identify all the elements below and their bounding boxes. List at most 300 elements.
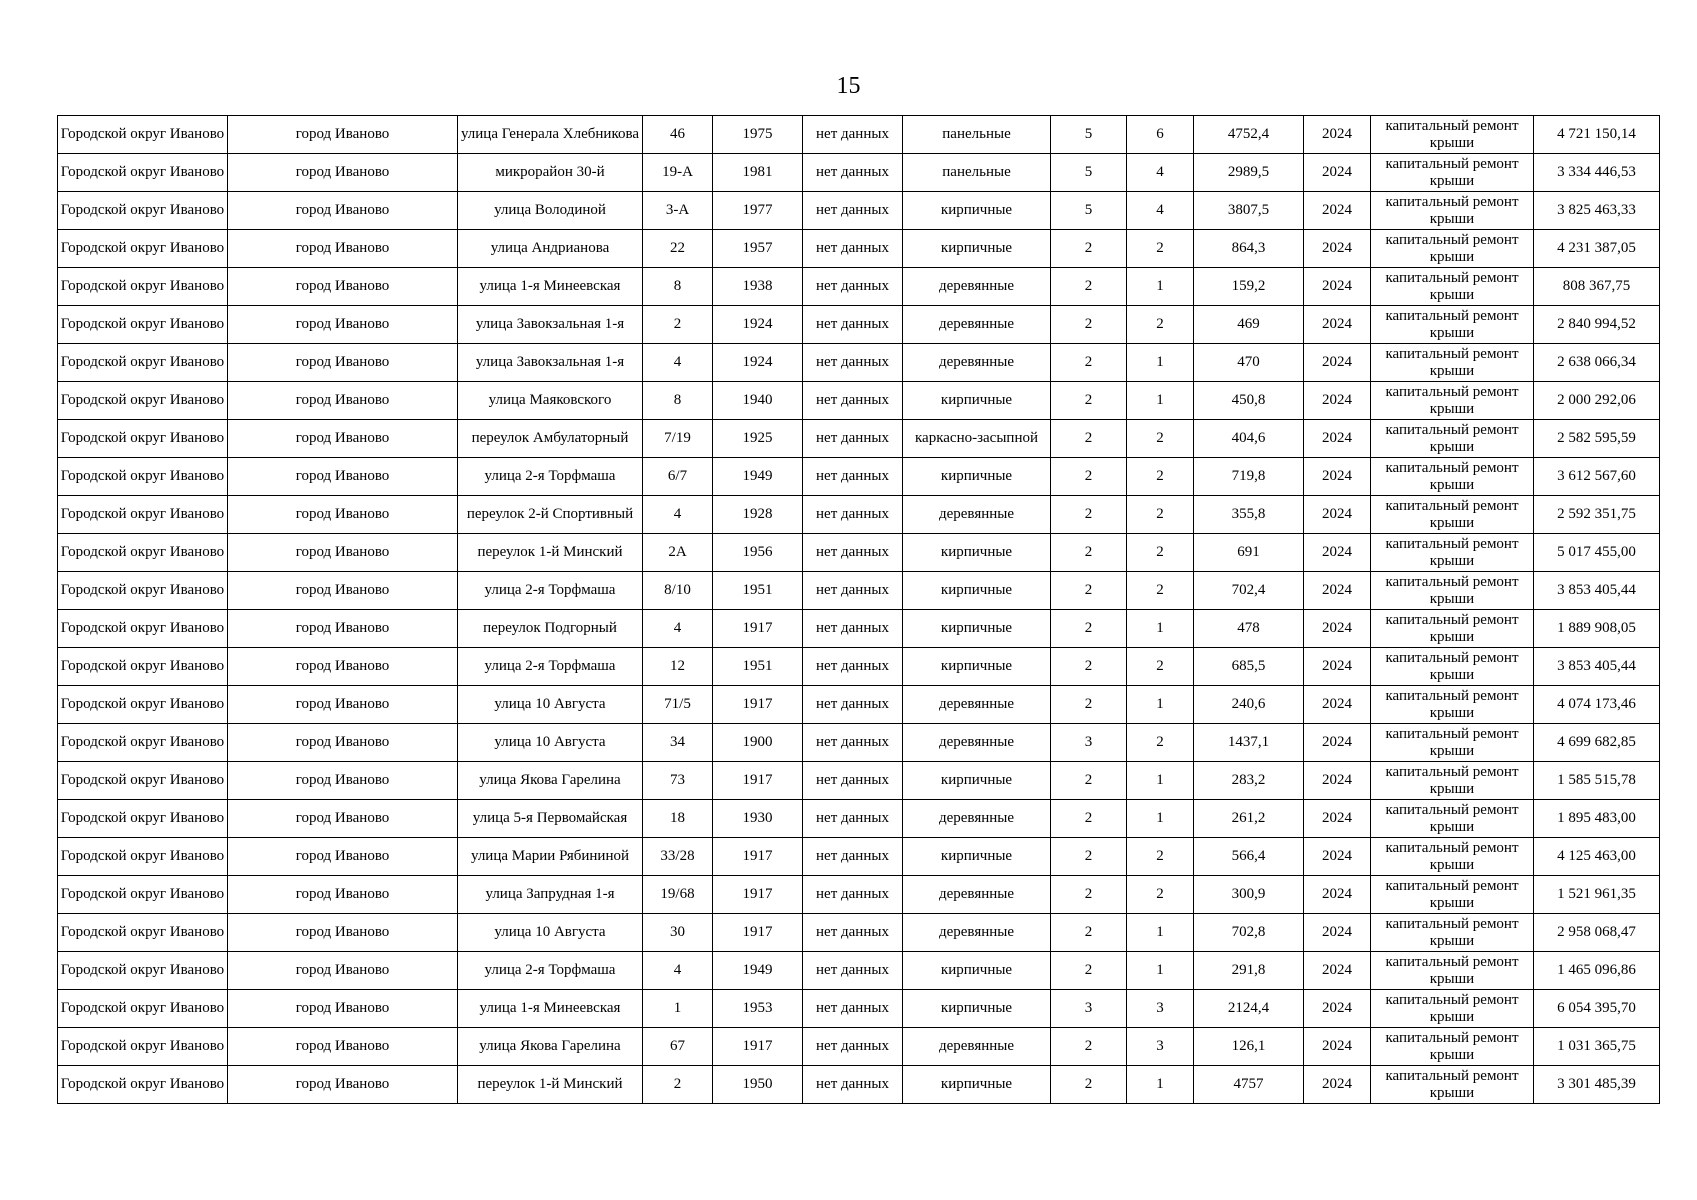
cell-cost: 4 721 150,14 [1534,116,1660,154]
cell-year-commissioning: нет данных [803,192,903,230]
cell-municipality: Городской округ Иваново [58,268,228,306]
cell-floors: 2 [1051,420,1127,458]
cell-cost: 3 334 446,53 [1534,154,1660,192]
cell-municipality: Городской округ Иваново [58,762,228,800]
cell-year-built: 1924 [713,306,803,344]
cell-planned-year: 2024 [1304,154,1371,192]
cell-year-commissioning: нет данных [803,648,903,686]
table-row [58,116,1660,154]
table-row [58,648,1660,686]
cell-wall-material: кирпичные [903,610,1051,648]
cell-settlement: город Иваново [228,154,458,192]
cell-street: улица Володиной [458,192,643,230]
table-row [58,534,1660,572]
cell-work-type: капитальный ремонт крыши [1371,534,1534,572]
cell-year-commissioning: нет данных [803,496,903,534]
cell-cost: 3 853 405,44 [1534,572,1660,610]
cell-planned-year: 2024 [1304,458,1371,496]
cell-wall-material: деревянные [903,724,1051,762]
cell-municipality: Городской округ Иваново [58,382,228,420]
cell-house-number: 12 [643,648,713,686]
cell-cost: 808 367,75 [1534,268,1660,306]
cell-entrances: 2 [1127,458,1194,496]
cell-cost: 1 521 961,35 [1534,876,1660,914]
cell-street: улица 5-я Первомайская [458,800,643,838]
cell-settlement: город Иваново [228,230,458,268]
cell-municipality: Городской округ Иваново [58,876,228,914]
cell-planned-year: 2024 [1304,686,1371,724]
cell-year-commissioning: нет данных [803,610,903,648]
cell-street: улица 10 Августа [458,724,643,762]
table-row [58,420,1660,458]
cell-entrances: 1 [1127,382,1194,420]
table-row [58,724,1660,762]
cell-wall-material: панельные [903,116,1051,154]
cell-house-number: 8/10 [643,572,713,610]
cell-entrances: 1 [1127,762,1194,800]
cell-work-type: капитальный ремонт крыши [1371,1028,1534,1066]
cell-planned-year: 2024 [1304,724,1371,762]
cell-area: 702,8 [1194,914,1304,952]
cell-work-type: капитальный ремонт крыши [1371,268,1534,306]
cell-entrances: 1 [1127,914,1194,952]
cell-floors: 2 [1051,914,1127,952]
table-row [58,192,1660,230]
cell-area: 469 [1194,306,1304,344]
cell-year-built: 1930 [713,800,803,838]
cell-street: переулок Подгорный [458,610,643,648]
cell-floors: 2 [1051,458,1127,496]
cell-entrances: 6 [1127,116,1194,154]
cell-year-built: 1917 [713,1028,803,1066]
cell-entrances: 2 [1127,648,1194,686]
table-row [58,572,1660,610]
cell-settlement: город Иваново [228,268,458,306]
cell-wall-material: деревянные [903,914,1051,952]
cell-floors: 5 [1051,192,1127,230]
cell-entrances: 2 [1127,572,1194,610]
cell-street: улица Генерала Хлебникова [458,116,643,154]
cell-wall-material: деревянные [903,268,1051,306]
table-row [58,382,1660,420]
cell-year-built: 1949 [713,952,803,990]
cell-settlement: город Иваново [228,458,458,496]
cell-year-built: 1917 [713,914,803,952]
cell-area: 240,6 [1194,686,1304,724]
cell-entrances: 3 [1127,1028,1194,1066]
cell-house-number: 33/28 [643,838,713,876]
cell-wall-material: кирпичные [903,990,1051,1028]
table-row [58,306,1660,344]
cell-work-type: капитальный ремонт крыши [1371,420,1534,458]
cell-floors: 2 [1051,648,1127,686]
cell-wall-material: кирпичные [903,192,1051,230]
cell-cost: 1 585 515,78 [1534,762,1660,800]
cell-year-commissioning: нет данных [803,952,903,990]
cell-floors: 2 [1051,382,1127,420]
cell-house-number: 22 [643,230,713,268]
cell-house-number: 18 [643,800,713,838]
cell-house-number: 8 [643,268,713,306]
cell-area: 261,2 [1194,800,1304,838]
cell-street: улица Завокзальная 1-я [458,306,643,344]
cell-house-number: 2А [643,534,713,572]
cell-house-number: 19/68 [643,876,713,914]
cell-floors: 2 [1051,268,1127,306]
cell-year-commissioning: нет данных [803,306,903,344]
cell-settlement: город Иваново [228,572,458,610]
cell-floors: 2 [1051,952,1127,990]
cell-municipality: Городской округ Иваново [58,648,228,686]
cell-year-built: 1951 [713,572,803,610]
cell-planned-year: 2024 [1304,534,1371,572]
cell-house-number: 7/19 [643,420,713,458]
cell-settlement: город Иваново [228,344,458,382]
cell-settlement: город Иваново [228,990,458,1028]
cell-planned-year: 2024 [1304,420,1371,458]
cell-floors: 2 [1051,1066,1127,1104]
cell-area: 126,1 [1194,1028,1304,1066]
cell-street: улица 10 Августа [458,686,643,724]
cell-municipality: Городской округ Иваново [58,496,228,534]
cell-settlement: город Иваново [228,192,458,230]
cell-wall-material: кирпичные [903,952,1051,990]
cell-municipality: Городской округ Иваново [58,154,228,192]
cell-floors: 2 [1051,496,1127,534]
cell-year-commissioning: нет данных [803,1028,903,1066]
cell-entrances: 4 [1127,192,1194,230]
cell-planned-year: 2024 [1304,838,1371,876]
cell-street: улица 1-я Минеевская [458,990,643,1028]
cell-floors: 5 [1051,154,1127,192]
cell-planned-year: 2024 [1304,914,1371,952]
cell-cost: 1 031 365,75 [1534,1028,1660,1066]
cell-wall-material: деревянные [903,1028,1051,1066]
cell-settlement: город Иваново [228,724,458,762]
cell-house-number: 8 [643,382,713,420]
cell-year-commissioning: нет данных [803,686,903,724]
cell-street: улица Маяковского [458,382,643,420]
cell-municipality: Городской округ Иваново [58,724,228,762]
cell-work-type: капитальный ремонт крыши [1371,876,1534,914]
cell-floors: 2 [1051,230,1127,268]
cell-cost: 1 889 908,05 [1534,610,1660,648]
cell-year-built: 1956 [713,534,803,572]
cell-cost: 4 699 682,85 [1534,724,1660,762]
cell-year-built: 1917 [713,838,803,876]
cell-entrances: 3 [1127,990,1194,1028]
cell-floors: 2 [1051,800,1127,838]
cell-wall-material: деревянные [903,876,1051,914]
cell-house-number: 6/7 [643,458,713,496]
table-row [58,610,1660,648]
cell-entrances: 2 [1127,496,1194,534]
cell-work-type: капитальный ремонт крыши [1371,192,1534,230]
cell-year-built: 1981 [713,154,803,192]
cell-wall-material: панельные [903,154,1051,192]
cell-work-type: капитальный ремонт крыши [1371,344,1534,382]
cell-area: 2989,5 [1194,154,1304,192]
cell-cost: 2 840 994,52 [1534,306,1660,344]
cell-area: 691 [1194,534,1304,572]
cell-settlement: город Иваново [228,838,458,876]
cell-municipality: Городской округ Иваново [58,686,228,724]
cell-street: переулок 1-й Минский [458,1066,643,1104]
cell-year-built: 1949 [713,458,803,496]
cell-house-number: 4 [643,610,713,648]
cell-year-commissioning: нет данных [803,382,903,420]
cell-settlement: город Иваново [228,496,458,534]
cell-municipality: Городской округ Иваново [58,1028,228,1066]
cell-street: улица Андрианова [458,230,643,268]
cell-area: 159,2 [1194,268,1304,306]
cell-planned-year: 2024 [1304,1028,1371,1066]
table-row [58,344,1660,382]
cell-planned-year: 2024 [1304,116,1371,154]
cell-house-number: 4 [643,952,713,990]
cell-planned-year: 2024 [1304,572,1371,610]
cell-wall-material: кирпичные [903,572,1051,610]
cell-planned-year: 2024 [1304,952,1371,990]
cell-settlement: город Иваново [228,648,458,686]
cell-work-type: капитальный ремонт крыши [1371,572,1534,610]
cell-entrances: 1 [1127,268,1194,306]
cell-cost: 2 592 351,75 [1534,496,1660,534]
cell-planned-year: 2024 [1304,344,1371,382]
cell-house-number: 30 [643,914,713,952]
cell-house-number: 1 [643,990,713,1028]
cell-planned-year: 2024 [1304,648,1371,686]
cell-year-commissioning: нет данных [803,344,903,382]
cell-area: 3807,5 [1194,192,1304,230]
cell-municipality: Городской округ Иваново [58,534,228,572]
cell-house-number: 34 [643,724,713,762]
cell-settlement: город Иваново [228,610,458,648]
cell-municipality: Городской округ Иваново [58,420,228,458]
cell-floors: 2 [1051,762,1127,800]
cell-year-commissioning: нет данных [803,116,903,154]
cell-work-type: капитальный ремонт крыши [1371,306,1534,344]
cell-year-built: 1957 [713,230,803,268]
cell-year-built: 1977 [713,192,803,230]
cell-year-commissioning: нет данных [803,154,903,192]
cell-year-built: 1975 [713,116,803,154]
table-row [58,496,1660,534]
cell-wall-material: каркасно-засыпной [903,420,1051,458]
cell-planned-year: 2024 [1304,1066,1371,1104]
cell-year-commissioning: нет данных [803,876,903,914]
cell-wall-material: деревянные [903,344,1051,382]
cell-year-commissioning: нет данных [803,990,903,1028]
cell-floors: 3 [1051,990,1127,1028]
cell-entrances: 1 [1127,800,1194,838]
cell-cost: 6 054 395,70 [1534,990,1660,1028]
cell-street: улица 10 Августа [458,914,643,952]
cell-floors: 3 [1051,724,1127,762]
cell-year-built: 1917 [713,762,803,800]
cell-entrances: 1 [1127,1066,1194,1104]
cell-year-commissioning: нет данных [803,800,903,838]
cell-cost: 3 853 405,44 [1534,648,1660,686]
cell-area: 2124,4 [1194,990,1304,1028]
cell-area: 719,8 [1194,458,1304,496]
cell-house-number: 2 [643,306,713,344]
cell-work-type: капитальный ремонт крыши [1371,724,1534,762]
cell-settlement: город Иваново [228,420,458,458]
cell-area: 300,9 [1194,876,1304,914]
cell-municipality: Городской округ Иваново [58,116,228,154]
cell-planned-year: 2024 [1304,192,1371,230]
cell-cost: 2 638 066,34 [1534,344,1660,382]
cell-year-built: 1928 [713,496,803,534]
cell-floors: 2 [1051,838,1127,876]
table-row [58,914,1660,952]
cell-year-built: 1917 [713,610,803,648]
cell-work-type: капитальный ремонт крыши [1371,648,1534,686]
cell-year-commissioning: нет данных [803,762,903,800]
cell-area: 4752,4 [1194,116,1304,154]
cell-area: 685,5 [1194,648,1304,686]
cell-street: переулок Амбулаторный [458,420,643,458]
cell-area: 450,8 [1194,382,1304,420]
cell-settlement: город Иваново [228,914,458,952]
cell-entrances: 1 [1127,344,1194,382]
cell-wall-material: кирпичные [903,838,1051,876]
cell-wall-material: кирпичные [903,382,1051,420]
cell-street: переулок 1-й Минский [458,534,643,572]
cell-entrances: 1 [1127,610,1194,648]
cell-settlement: город Иваново [228,116,458,154]
cell-work-type: капитальный ремонт крыши [1371,762,1534,800]
page-number: 15 [836,73,861,99]
cell-municipality: Городской округ Иваново [58,306,228,344]
cell-wall-material: кирпичные [903,534,1051,572]
cell-settlement: город Иваново [228,534,458,572]
cell-work-type: капитальный ремонт крыши [1371,382,1534,420]
cell-area: 283,2 [1194,762,1304,800]
cell-planned-year: 2024 [1304,496,1371,534]
cell-work-type: капитальный ремонт крыши [1371,838,1534,876]
cell-entrances: 2 [1127,876,1194,914]
cell-street: улица Якова Гарелина [458,762,643,800]
cell-wall-material: кирпичные [903,458,1051,496]
cell-entrances: 4 [1127,154,1194,192]
cell-floors: 2 [1051,1028,1127,1066]
table-row [58,686,1660,724]
table-row [58,838,1660,876]
cell-year-built: 1925 [713,420,803,458]
cell-cost: 4 125 463,00 [1534,838,1660,876]
cell-street: улица 2-я Торфмаша [458,572,643,610]
cell-year-built: 1924 [713,344,803,382]
table-row [58,762,1660,800]
cell-planned-year: 2024 [1304,990,1371,1028]
cell-area: 291,8 [1194,952,1304,990]
cell-house-number: 19-А [643,154,713,192]
buildings-table [57,115,1660,1104]
cell-cost: 3 825 463,33 [1534,192,1660,230]
table-row [58,268,1660,306]
cell-cost: 4 074 173,46 [1534,686,1660,724]
cell-cost: 2 958 068,47 [1534,914,1660,952]
cell-settlement: город Иваново [228,800,458,838]
cell-settlement: город Иваново [228,1028,458,1066]
cell-year-built: 1940 [713,382,803,420]
cell-area: 478 [1194,610,1304,648]
cell-wall-material: кирпичные [903,230,1051,268]
cell-entrances: 2 [1127,230,1194,268]
table-row [58,1028,1660,1066]
cell-planned-year: 2024 [1304,876,1371,914]
cell-area: 1437,1 [1194,724,1304,762]
cell-year-built: 1938 [713,268,803,306]
cell-year-commissioning: нет данных [803,838,903,876]
cell-area: 566,4 [1194,838,1304,876]
cell-work-type: капитальный ремонт крыши [1371,686,1534,724]
cell-municipality: Городской округ Иваново [58,572,228,610]
cell-municipality: Городской округ Иваново [58,800,228,838]
cell-floors: 2 [1051,686,1127,724]
cell-floors: 2 [1051,572,1127,610]
cell-municipality: Городской округ Иваново [58,990,228,1028]
cell-area: 4757 [1194,1066,1304,1104]
cell-settlement: город Иваново [228,686,458,724]
cell-work-type: капитальный ремонт крыши [1371,952,1534,990]
cell-wall-material: кирпичные [903,1066,1051,1104]
cell-settlement: город Иваново [228,762,458,800]
cell-municipality: Городской округ Иваново [58,914,228,952]
cell-planned-year: 2024 [1304,306,1371,344]
cell-year-commissioning: нет данных [803,1066,903,1104]
cell-year-commissioning: нет данных [803,420,903,458]
cell-street: улица Марии Рябининой [458,838,643,876]
cell-entrances: 2 [1127,306,1194,344]
cell-cost: 3 612 567,60 [1534,458,1660,496]
cell-street: улица 2-я Торфмаша [458,952,643,990]
cell-year-commissioning: нет данных [803,914,903,952]
cell-year-built: 1953 [713,990,803,1028]
cell-year-commissioning: нет данных [803,534,903,572]
cell-cost: 2 582 595,59 [1534,420,1660,458]
cell-work-type: капитальный ремонт крыши [1371,230,1534,268]
cell-work-type: капитальный ремонт крыши [1371,154,1534,192]
table-row [58,1066,1660,1104]
cell-year-commissioning: нет данных [803,572,903,610]
cell-year-built: 1917 [713,876,803,914]
cell-area: 355,8 [1194,496,1304,534]
cell-planned-year: 2024 [1304,800,1371,838]
cell-settlement: город Иваново [228,382,458,420]
cell-planned-year: 2024 [1304,268,1371,306]
table-row [58,458,1660,496]
table-body [58,116,1660,1104]
cell-floors: 2 [1051,610,1127,648]
cell-entrances: 2 [1127,724,1194,762]
cell-year-built: 1951 [713,648,803,686]
cell-wall-material: деревянные [903,496,1051,534]
cell-house-number: 67 [643,1028,713,1066]
cell-municipality: Городской округ Иваново [58,610,228,648]
cell-street: улица 2-я Торфмаша [458,458,643,496]
cell-work-type: капитальный ремонт крыши [1371,496,1534,534]
cell-municipality: Городской округ Иваново [58,344,228,382]
cell-area: 404,6 [1194,420,1304,458]
cell-wall-material: деревянные [903,686,1051,724]
table-row [58,876,1660,914]
cell-floors: 5 [1051,116,1127,154]
cell-year-commissioning: нет данных [803,230,903,268]
cell-settlement: город Иваново [228,952,458,990]
